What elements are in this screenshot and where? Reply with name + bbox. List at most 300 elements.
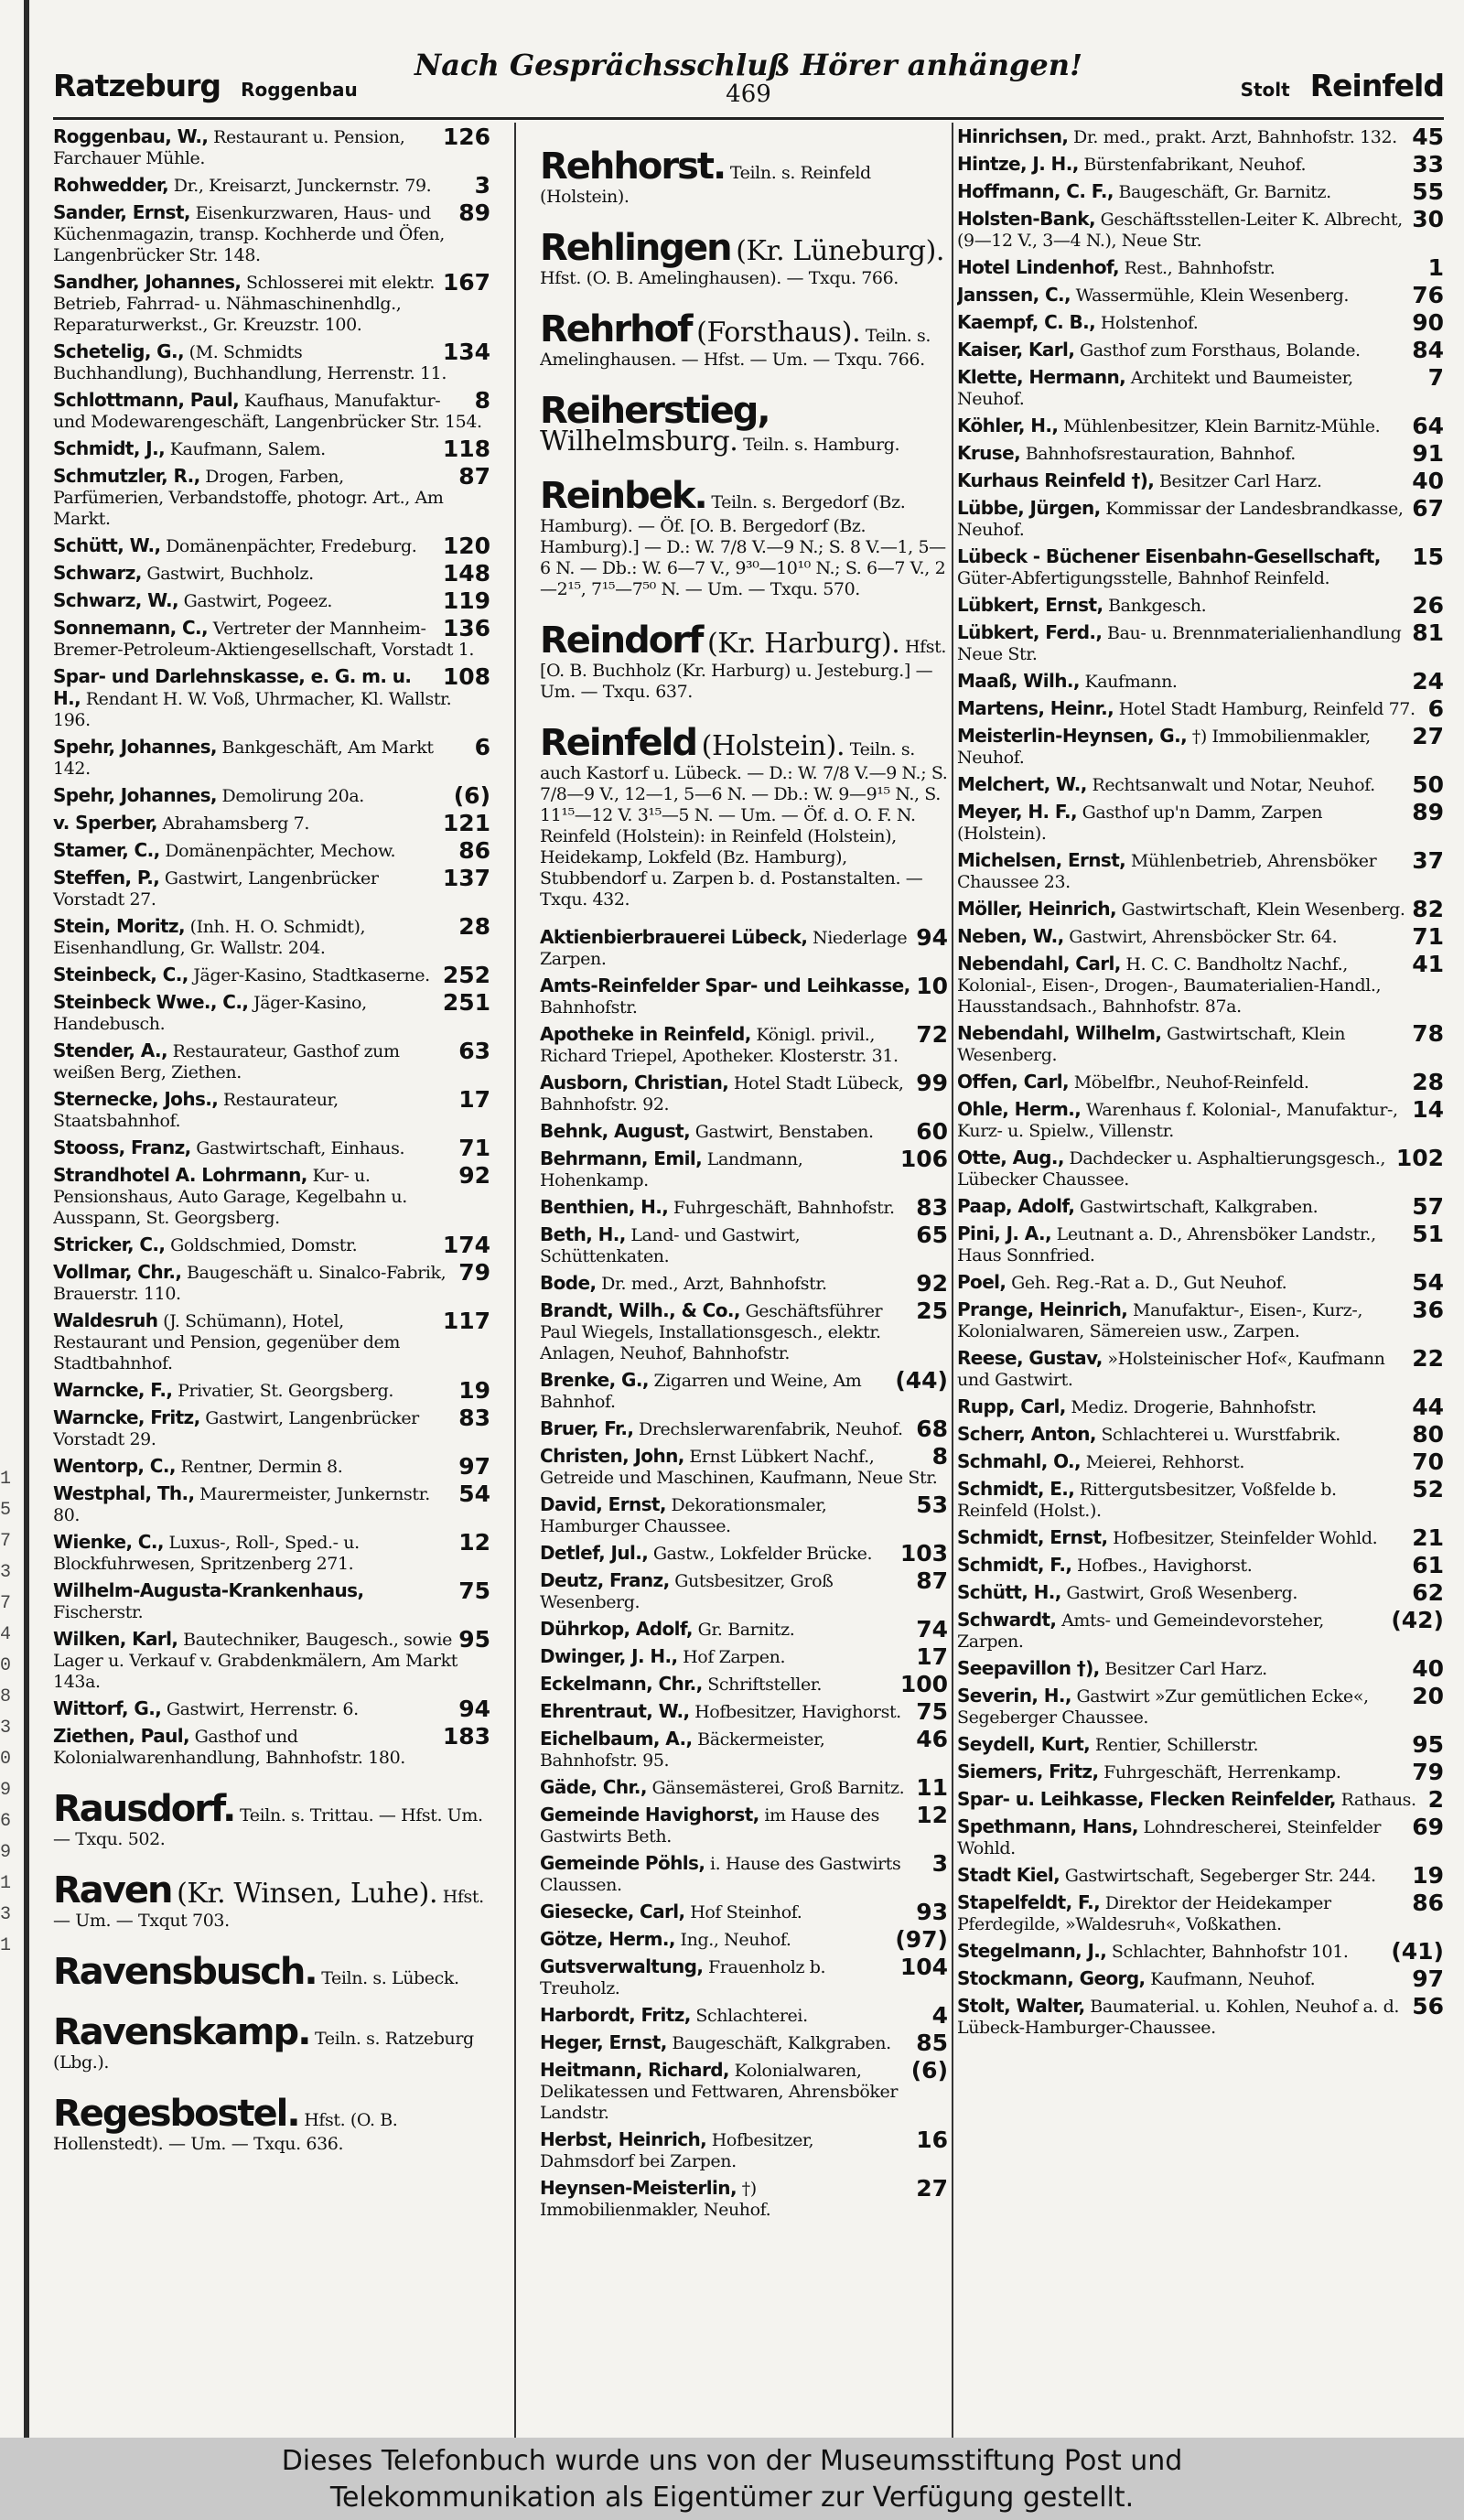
phone-number: 68: [916, 1416, 948, 1442]
subscriber-details: Luxus-, Roll-, Sped.- u. Blockfuhrwesen, Spritzenberg 271.: [53, 1533, 360, 1574]
phone-number: 74: [916, 1616, 948, 1642]
listing-entry: [540, 1224, 948, 1267]
subscriber-name: Meisterlin-Heynsen, G.,: [957, 725, 1188, 747]
subscriber-details: Gastwirtschaft, Kalkgraben.: [1080, 1197, 1319, 1217]
subscriber-details: Privatier, St. Georgsberg.: [178, 1381, 393, 1401]
subscriber-name: Warncke, Fritz,: [53, 1406, 200, 1428]
subscriber-name: Spethmann, Hans,: [957, 1815, 1138, 1837]
phone-number: 46: [916, 1726, 948, 1752]
place-qualifier: (Kr. Harburg).: [707, 628, 900, 660]
subscriber-name: Bruer, Fr.,: [540, 1417, 634, 1439]
phone-number: (41): [1391, 1938, 1444, 1965]
subscriber-details: Landmann, Hohenkamp.: [540, 1149, 803, 1190]
subscriber-details: Dekorationsmaler, Hamburger Chaussee.: [540, 1495, 827, 1536]
subscriber-details: Kolonialwaren, Delikatessen und Fettwaren, Ahrensböker Landstr.: [540, 2061, 899, 2123]
listing-entry: [540, 1698, 948, 1725]
subscriber-name: Siemers, Fritz,: [957, 1761, 1099, 1782]
phone-number: 94: [458, 1696, 490, 1722]
phone-number: 94: [916, 924, 948, 951]
subscriber-name: Vollmar, Chr.,: [53, 1261, 182, 1283]
subscriber-details: i. Hause des Gastwirts Claussen.: [540, 1854, 901, 1895]
listing-entry: [540, 1616, 948, 1642]
place-name: Reinbek.: [540, 475, 706, 517]
phone-number: 12: [458, 1529, 490, 1556]
listing-entry: [53, 837, 490, 864]
margin-mark: 3: [0, 1562, 12, 1583]
subscriber-name: Scherr, Anton,: [957, 1423, 1096, 1445]
subscriber-name: Lübkert, Ferd.,: [957, 621, 1103, 643]
subscriber-details: Bautechniker, Baugesch., sowie Lager u. Verkauf v. Grabdenkmälern, Am Markt 143a.: [53, 1630, 458, 1692]
listing-entry: [53, 341, 490, 384]
subscriber-details: Hotel Stadt Lübeck, Bahnhofstr. 92.: [540, 1073, 904, 1115]
subscriber-name: Schlottmann, Paul,: [53, 389, 240, 411]
subscriber-name: Sternecke, Johs.,: [53, 1088, 219, 1110]
subscriber-name: Strandhotel A. Lohrmann,: [53, 1164, 307, 1186]
subscriber-name: Waldesruh: [53, 1309, 158, 1331]
subscriber-name: Bode,: [540, 1272, 597, 1294]
subscriber-details: Maurermeister, Junkernstr. 80.: [53, 1484, 430, 1525]
subscriber-name: Kaempf, C. B.,: [957, 311, 1096, 333]
header-right: [1241, 68, 1444, 103]
listing-entry: [53, 810, 490, 836]
subscriber-details: Hof Zarpen.: [683, 1647, 786, 1667]
subscriber-name: Lübbe, Jürgen,: [957, 497, 1101, 519]
column-divider: [514, 123, 516, 2438]
subscriber-details: Dachdecker u. Asphaltierungsgesch., Lübecker Chaussee.: [957, 1148, 1386, 1190]
listing-entry: [53, 535, 490, 557]
phone-number: 27: [1412, 723, 1444, 749]
place-name: Reindorf: [540, 619, 703, 662]
margin-mark: 5: [0, 1500, 12, 1521]
place-info: Teiln. s. Amelinghausen. — Hfst. — Um. — Txqu. 766.: [540, 326, 931, 370]
subscriber-details: Ing., Neuhof.: [680, 1930, 791, 1950]
phone-number: 8: [931, 1443, 948, 1470]
subscriber-details: Baumaterial. u. Kohlen, Neuhof a. d. Lübeck-Hamburger-Chaussee.: [957, 1997, 1400, 2038]
subscriber-details: Mühlenbesitzer, Klein Barnitz-Mühle.: [1063, 416, 1381, 436]
header-left-town: Ratzeburg: [53, 68, 221, 103]
phone-number: 126: [442, 126, 490, 150]
listing-entry: [53, 560, 490, 587]
listing-entry: [540, 2129, 948, 2172]
phone-number: 75: [916, 1698, 948, 1725]
phone-number: 167: [442, 269, 490, 296]
subscriber-name: v. Sperber,: [53, 812, 157, 834]
subscriber-name: Spar- u. Leihkasse, Flecken Reinfelder,: [957, 1788, 1336, 1810]
subscriber-details: Hofbesitzer, Steinfelder Wohld.: [1113, 1528, 1378, 1548]
place-info: Hfst. [O. B. Buchholz (Kr. Harburg) u. Jesteburg.] — Um. — Txqu. 637.: [540, 637, 947, 702]
header-right-town: Reinfeld: [1309, 68, 1444, 103]
phone-number: 55: [1412, 178, 1444, 205]
margin-mark: 7: [0, 1593, 12, 1614]
listing-entry: [53, 1377, 490, 1404]
subscriber-name: Wilken, Karl,: [53, 1628, 178, 1650]
phone-number: 118: [442, 436, 490, 462]
subscriber-name: Schütt, H.,: [957, 1581, 1061, 1603]
subscriber-name: Steffen, P.,: [53, 867, 160, 888]
subscriber-name: Eichelbaum, A.,: [540, 1728, 693, 1750]
listing-entry: [957, 1223, 1444, 1266]
subscriber-name: Wienke, C.,: [53, 1531, 164, 1553]
header-left-keyword: Roggenbau: [241, 79, 358, 101]
margin-mark: 9: [0, 1842, 12, 1863]
subscriber-details: Gastwirt, Buchholz.: [146, 564, 314, 584]
subscriber-details: Fischerstr.: [53, 1602, 144, 1622]
subscriber-details: Meierei, Rehhorst.: [1085, 1452, 1244, 1472]
subscriber-details: Gänsemästerei, Groß Barnitz.: [651, 1778, 905, 1798]
subscriber-name: Detlef, Jul.,: [540, 1542, 649, 1564]
phone-number: 252: [442, 962, 490, 988]
listing-entry: [53, 1453, 490, 1480]
place-info: Teiln. s. Bergedorf (Bz. Hamburg). — Öf. [O. B. Bergedorf (Bz. Hamburg).] — D.: W. 7/8 V.—9 N.; S. 8 V.—1, 5—6 N. — Db.: W. 6—7 V., 9³⁰—10¹⁰ N.; S. 6—7 V., 2—2¹⁵, 7¹⁵—7⁵⁰ N. — Um. — Txqu. 570.: [540, 492, 946, 599]
listing-entry: [53, 1580, 490, 1623]
phone-number: 8: [474, 387, 490, 414]
listing-entry: [540, 1418, 948, 1440]
subscriber-name: Schetelig, G.,: [53, 340, 184, 362]
subscriber-name: Götze, Herm.,: [540, 1928, 675, 1950]
subscriber-name: Heitmann, Richard,: [540, 2059, 729, 2081]
subscriber-details: Baugeschäft u. Sinalco-Fabrik, Brauerstr. 110.: [53, 1263, 447, 1304]
subscriber-name: Seydell, Kurt,: [957, 1733, 1091, 1755]
margin-mark: 8: [0, 1686, 12, 1707]
phone-number: 41: [1412, 951, 1444, 977]
subscriber-details: Direktor der Heidekamper Pferdegilde, »Waldesruh«, Voßkathen.: [957, 1893, 1331, 1934]
phone-number: 148: [442, 560, 490, 587]
subscriber-details: Besitzer Carl Harz.: [1104, 1659, 1267, 1679]
listing-entry: [53, 1723, 490, 1769]
subscriber-details: Gasthof und Kolonialwarenhandlung, Bahnhofstr. 180.: [53, 1727, 405, 1768]
subscriber-details: Mühlenbetrieb, Ahrensböker Chaussee 23.: [957, 851, 1377, 892]
listing-entry: [957, 1269, 1444, 1296]
listing-entry: [53, 1234, 490, 1256]
subscriber-name: Apotheke in Reinfeld,: [540, 1023, 751, 1045]
listing-entry: [540, 1728, 948, 1772]
subscriber-name: Schmutzler, R.,: [53, 465, 200, 487]
phone-number: 2: [1427, 1786, 1444, 1813]
place-name: Reinfeld: [540, 722, 696, 764]
subscriber-details: Gastw., Lokfelder Brücke.: [652, 1544, 873, 1564]
subscriber-name: Nebendahl, Carl,: [957, 953, 1121, 975]
subscriber-details: Gastwirt, Herrenstr. 6.: [166, 1699, 359, 1719]
subscriber-name: Kurhaus Reinfeld †),: [957, 469, 1155, 491]
listing-entry: [540, 1367, 948, 1413]
header-notice: Nach Gesprächsschluß Hörer anhängen!: [414, 48, 1083, 82]
subscriber-details: Bankgeschäft, Am Markt 142.: [53, 738, 434, 779]
subscriber-details: Restaurateur, Staatsbahnhof.: [53, 1090, 339, 1131]
listing-entry: [957, 1993, 1444, 2039]
subscriber-name: Spehr, Johannes,: [53, 784, 217, 806]
subscriber-details: Holstenhof.: [1100, 313, 1199, 333]
phone-number: (97): [895, 1926, 948, 1953]
subscriber-details: Gasthof zum Forsthaus, Bolande.: [1079, 340, 1361, 361]
subscriber-name: Westphal, Th.,: [53, 1482, 195, 1504]
subscriber-name: Christen, John,: [540, 1445, 684, 1467]
listing-entry: [957, 1299, 1444, 1342]
listing-column-2: [540, 126, 948, 2432]
phone-number: 19: [458, 1377, 490, 1404]
listing-entry: [53, 1407, 490, 1450]
subscriber-name: Heger, Ernst,: [540, 2031, 667, 2053]
phone-number: 97: [1412, 1965, 1444, 1992]
phone-number: 25: [916, 1298, 948, 1324]
phone-number: 69: [1412, 1814, 1444, 1840]
place-info: Teiln. s. Hamburg.: [743, 435, 900, 455]
phone-number: 67: [1412, 495, 1444, 522]
subscriber-details: Rentner, Dermin 8.: [180, 1457, 343, 1477]
phone-number: 27: [916, 2175, 948, 2202]
listing-entry: [53, 964, 490, 986]
subscriber-details: Besitzer Carl Harz.: [1158, 471, 1322, 491]
listing-entry: [540, 1850, 948, 1896]
subscriber-name: Ehrentraut, W.,: [540, 1700, 690, 1722]
subscriber-details: Mediz. Drogerie, Bahnhofstr.: [1071, 1397, 1317, 1417]
subscriber-details: Restaurant u. Pension, Farchauer Mühle.: [53, 127, 405, 168]
subscriber-details: Königl. privil., Richard Triepel, Apotheker. Klosterstr. 31.: [540, 1025, 899, 1066]
subscriber-name: Steinbeck, C.,: [53, 964, 188, 985]
subscriber-details: Fuhrgeschäft, Herrenkamp.: [1103, 1762, 1341, 1782]
place-info: Teiln. s. Lübeck.: [321, 1968, 459, 1988]
subscriber-details: †) Immobilienmakler, Neuhof.: [957, 727, 1371, 768]
phone-number: 137: [442, 865, 490, 891]
listing-entry: [53, 1259, 490, 1305]
subscriber-details: Demolirung 20a.: [221, 786, 364, 806]
listing-entry: [957, 723, 1444, 769]
subscriber-details: Gastwirtschaft, Klein Wesenberg.: [1121, 899, 1405, 920]
place-qualifier: (Holstein).: [701, 730, 845, 762]
subscriber-name: Heynsen-Meisterlin,: [540, 2177, 737, 2199]
listing-entry: [957, 1552, 1444, 1578]
header-rule: [53, 117, 1444, 120]
phone-number: 22: [1412, 1345, 1444, 1372]
margin-mark: 3: [0, 1718, 12, 1739]
subscriber-name: Wentorp, C.,: [53, 1455, 176, 1477]
subscriber-details: Geschäftsführer Paul Wiegels, Installationsgesch., elektr. Anlagen, Neuhof, Bahnhofstr.: [540, 1301, 883, 1363]
listing-entry: [957, 923, 1444, 950]
subscriber-details: Restaurateur, Gasthof zum weißen Berg, Ziethen.: [53, 1041, 400, 1082]
subscriber-details: Frauenholz b. Treuholz.: [540, 1957, 826, 1998]
margin-mark: 7: [0, 1531, 12, 1552]
phone-number: 104: [899, 1954, 948, 1980]
phone-number: 6: [1427, 695, 1444, 722]
subscriber-details: Manufaktur-, Eisen-, Kurz-, Kolonialwaren, Sämereien usw., Zarpen.: [957, 1300, 1362, 1341]
listing-entry: [957, 495, 1444, 541]
subscriber-details: Schlachterei.: [695, 2006, 808, 2026]
phone-number: 183: [442, 1723, 490, 1750]
subscriber-name: Aktienbierbrauerei Lübeck,: [540, 926, 808, 948]
subscriber-details: H. C. C. Bandholtz Nachf., Kolonial-, Eisen-, Drogen-, Baumaterialien-Handl., Hausstandsach., Bahnhofstr. 87a.: [957, 954, 1382, 1017]
margin-mark: 6: [0, 1811, 12, 1832]
listing-entry: [957, 546, 1444, 589]
subscriber-name: Wittorf, G.,: [53, 1697, 162, 1719]
subscriber-name: Dwinger, J. H.,: [540, 1645, 678, 1667]
phone-number: 102: [1395, 1145, 1444, 1171]
margin-marks: [0, 1464, 18, 1962]
subscriber-details: Zigarren und Weine, Am Bahnhof.: [540, 1371, 862, 1412]
subscriber-details: Gastwirtschaft, Segeberger Str. 244.: [1064, 1866, 1376, 1886]
subscriber-details: (Inh. H. O. Schmidt), Eisenhandlung, Gr. Wallstr. 204.: [53, 917, 366, 958]
phone-number: 70: [1412, 1448, 1444, 1475]
listing-entry: [957, 1731, 1444, 1758]
phone-number: 108: [442, 663, 490, 690]
listing-entry: [53, 387, 490, 433]
listing-entry: [957, 1096, 1444, 1142]
subscriber-name: Pini, J. A.,: [957, 1222, 1052, 1244]
listing-entry: [957, 668, 1444, 695]
place-heading: [53, 1870, 490, 1932]
listing-entry: [957, 470, 1444, 492]
phone-number: 4: [931, 2002, 948, 2029]
subscriber-name: Gemeinde Havighorst,: [540, 1804, 759, 1825]
listing-entry: [540, 1540, 948, 1567]
phone-number: 6: [474, 734, 490, 760]
subscriber-name: Nebendahl, Wilhelm,: [957, 1022, 1162, 1044]
place-info: Teiln. s. Ratzeburg (Lbg.).: [53, 2029, 474, 2073]
subscriber-details: Baugeschäft, Gr. Barnitz.: [1118, 182, 1331, 202]
place-name: Rausdorf.: [53, 1788, 235, 1830]
listing-entry: [540, 1494, 948, 1537]
subscriber-name: Herbst, Heinrich,: [540, 2128, 707, 2150]
listing-entry: [957, 896, 1444, 922]
listing-entry: [957, 178, 1444, 205]
subscriber-name: Schwarz, W.,: [53, 589, 178, 611]
subscriber-name: Stein, Moritz,: [53, 915, 185, 937]
phone-number: 7: [1427, 364, 1444, 391]
place-info: Teiln. s. Reinfeld (Holstein).: [540, 163, 871, 207]
subscriber-details: Kaufmann, Salem.: [169, 439, 326, 459]
subscriber-name: Reese, Gustav,: [957, 1347, 1103, 1369]
subscriber-name: Seepavillon †),: [957, 1657, 1100, 1679]
subscriber-details: Bäckermeister, Bahnhofstr. 95.: [540, 1729, 825, 1771]
place-heading: [540, 391, 948, 456]
listing-entry: [540, 1300, 948, 1364]
listing-entry: [957, 1524, 1444, 1551]
phone-number: 93: [916, 1899, 948, 1925]
listing-entry: [957, 592, 1444, 619]
phone-number: 14: [1412, 1096, 1444, 1123]
listing-entry: [957, 151, 1444, 178]
phone-number: 26: [1412, 592, 1444, 619]
listing-entry: [53, 1162, 490, 1229]
phone-number: 16: [916, 2127, 948, 2153]
listing-entry: [957, 254, 1444, 281]
subscriber-name: Steinbeck Wwe., C.,: [53, 991, 249, 1013]
page-number: 469: [726, 81, 771, 108]
subscriber-details: Kaufmann.: [1084, 672, 1178, 692]
subscriber-name: Sandher, Johannes,: [53, 271, 242, 293]
subscriber-details: Rendant H. W. Voß, Uhrmacher, Kl. Wallstr. 196.: [53, 689, 452, 730]
place-qualifier: (Kr. Lüneburg).: [736, 235, 945, 267]
subscriber-details: Rest., Bahnhofstr.: [1124, 258, 1276, 278]
subscriber-details: Gr. Barnitz.: [697, 1620, 795, 1640]
subscriber-details: Dr. med., prakt. Arzt, Bahnhofstr. 132.: [1073, 127, 1397, 147]
listing-entry: [957, 1421, 1444, 1448]
phone-number: 21: [1412, 1524, 1444, 1551]
listing-column-3: [957, 126, 1444, 2432]
listing-entry: [540, 2032, 948, 2054]
phone-number: 86: [1412, 1890, 1444, 1916]
archive-footer: [0, 2438, 1464, 2520]
listing-entry: [957, 1685, 1444, 1728]
phone-number: 11: [916, 1774, 948, 1801]
phone-number: 37: [1412, 847, 1444, 874]
phone-number: 79: [1412, 1759, 1444, 1785]
subscriber-details: Hotel Stadt Hamburg, Reinfeld 77.: [1118, 699, 1416, 719]
subscriber-details: Güter-Abfertigungsstelle, Bahnhof Reinfeld.: [957, 568, 1330, 588]
subscriber-name: Sander, Ernst,: [53, 201, 190, 223]
phone-number: 82: [1412, 896, 1444, 922]
listing-entry: [957, 1020, 1444, 1066]
listing-entry: [957, 771, 1444, 798]
subscriber-name: Michelsen, Ernst,: [957, 849, 1126, 871]
subscriber-details: Drogen, Farben, Parfümerien, Verbandstoffe, photogr. Art., Am Markt.: [53, 467, 444, 529]
phone-number: (44): [895, 1367, 948, 1394]
place-qualifier: Wilhelmsburg.: [540, 425, 738, 458]
column-divider: [952, 123, 953, 2438]
phone-number: 51: [1412, 1221, 1444, 1247]
subscriber-details: Möbelfbr., Neuhof-Reinfeld.: [1073, 1072, 1309, 1093]
phone-number: 19: [1412, 1862, 1444, 1889]
subscriber-details: Jäger-Kasino, Stadtkaserne.: [193, 965, 430, 985]
subscriber-name: Holsten-Bank,: [957, 208, 1095, 230]
subscriber-details: Gasthof up'n Damm, Zarpen (Holstein).: [957, 802, 1323, 844]
place-name: Ravenskamp.: [53, 2011, 310, 2053]
footer-line-2: Telekommunikation als Eigentümer zur Verfügung gestellt.: [329, 2482, 1135, 2514]
phone-number: 75: [458, 1578, 490, 1604]
margin-mark: 1: [0, 1935, 12, 1956]
phone-number: 72: [916, 1021, 948, 1048]
phone-number: 3: [931, 1850, 948, 1877]
listing-entry: [53, 1626, 490, 1693]
subscriber-details: Schlosserei mit elektr. Betrieb, Fahrrad- u. Nähmaschinenhdlg., Reparaturwerkst., Gr. Kreuzstr. 100.: [53, 273, 435, 335]
place-heading: [540, 476, 948, 600]
subscriber-details: Fuhrgeschäft, Bahnhofstr.: [673, 1198, 895, 1218]
listing-entry: [957, 1579, 1444, 1606]
listing-entry: [540, 1567, 948, 1613]
listing-entry: [957, 1069, 1444, 1095]
phone-number: (6): [453, 782, 490, 809]
listing-entry: [53, 989, 490, 1035]
phone-number: 119: [442, 587, 490, 614]
subscriber-name: Rupp, Carl,: [957, 1395, 1066, 1417]
subscriber-details: Amts- und Gemeindevorsteher, Zarpen.: [957, 1610, 1324, 1652]
place-heading: [53, 1789, 490, 1850]
subscriber-details: Architekt und Baumeister, Neuhof.: [957, 368, 1353, 409]
listing-entry: [957, 1862, 1444, 1889]
phone-number: 86: [458, 837, 490, 864]
listing-entry: [957, 1147, 1444, 1190]
subscriber-details: Schriftsteller.: [707, 1675, 823, 1695]
phone-number: 103: [899, 1540, 948, 1567]
phone-number: 28: [458, 913, 490, 940]
phone-number: 63: [458, 1038, 490, 1064]
listing-entry: [540, 1643, 948, 1670]
subscriber-name: Warncke, F.,: [53, 1379, 173, 1401]
place-heading: [540, 620, 948, 703]
margin-mark: 9: [0, 1780, 12, 1801]
listing-entry: [957, 1655, 1444, 1682]
place-heading: [540, 723, 948, 910]
subscriber-name: Meyer, H. F.,: [957, 801, 1077, 823]
subscriber-details: †) Immobilienmakler, Neuhof.: [540, 2179, 771, 2220]
listing-entry: [53, 126, 490, 169]
listing-entry: [540, 2175, 948, 2221]
subscriber-details: Bahnhofstr.: [540, 997, 638, 1018]
subscriber-details: Baugeschäft, Kalkgraben.: [672, 2033, 891, 2053]
subscriber-details: Kaufhaus, Manufaktur- und Modewarengeschäft, Langenbrücker Str. 154.: [53, 391, 482, 432]
subscriber-details: Niederlage Zarpen.: [540, 928, 908, 969]
subscriber-details: Geschäftsstellen-Leiter K. Albrecht, (9—12 V., 3—4 N.), Neue Str.: [957, 210, 1403, 251]
listing-entry: [957, 1786, 1444, 1813]
listing-entry: [957, 1607, 1444, 1653]
